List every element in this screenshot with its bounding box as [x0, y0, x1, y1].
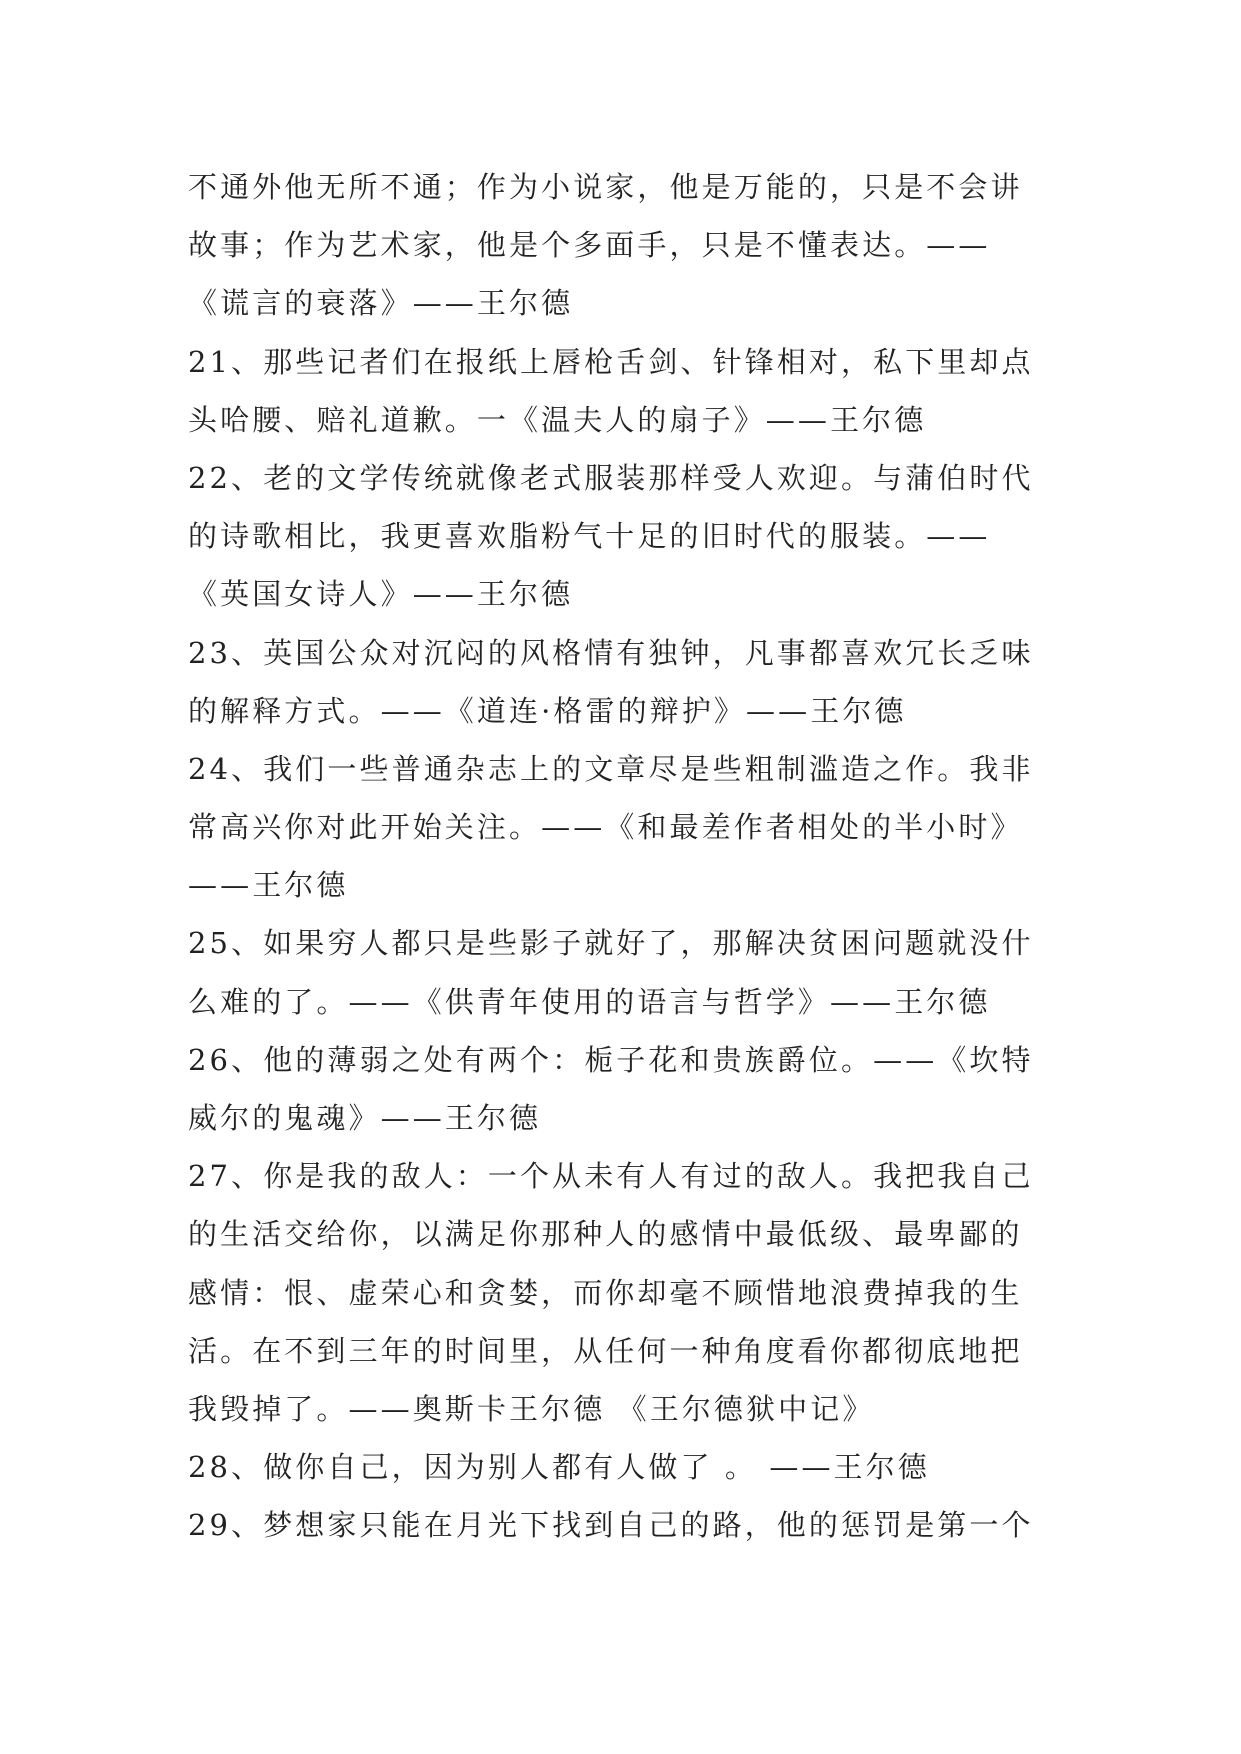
text-line: 我毁掉了。——奥斯卡王尔德 《王尔德狱中记》	[188, 1391, 875, 1426]
text-line: 27、你是我的敌人：一个从未有人有过的敌人。我把我自己	[188, 1159, 1034, 1194]
text-line: 的生活交给你，以满足你那种人的感情中最低级、最卑鄙的	[188, 1217, 1023, 1252]
text-line: 22、老的文学传统就像老式服装那样受人欢迎。与蒲伯时代	[188, 460, 1034, 495]
text-line: 21、那些记者们在报纸上唇枪舌剑、针锋相对，私下里却点	[188, 344, 1034, 379]
text-line: 24、我们一些普通杂志上的文章尽是些粗制滥造之作。我非	[188, 751, 1034, 786]
text-line: 头哈腰、赔礼道歉。一《温夫人的扇子》——王尔德	[188, 402, 927, 437]
text-line: 不通外他无所不通；作为小说家，他是万能的，只是不会讲	[188, 170, 1023, 204]
text-line: 的诗歌相比，我更喜欢脂粉气十足的旧时代的服装。——	[188, 519, 991, 554]
text-line: 么难的了。——《供青年使用的语言与哲学》——王尔德	[188, 984, 991, 1019]
text-line: 26、他的薄弱之处有两个：栀子花和贵族爵位。——《坎特	[188, 1042, 1034, 1077]
text-line: 25、如果穷人都只是些影子就好了，那解决贫困问题就没什	[188, 926, 1034, 961]
text-line: 活。在不到三年的时间里，从任何一种角度看你都彻底地把	[188, 1333, 1023, 1368]
text-line: 威尔的鬼魂》——王尔德	[188, 1101, 542, 1135]
text-line: ——王尔德	[188, 868, 349, 903]
text-line: 的解释方式。——《道连·格雷的辩护》——王尔德	[188, 693, 907, 728]
text-line: 《英国女诗人》——王尔德	[188, 577, 574, 612]
text-line: 23、英国公众对沉闷的风格情有独钟，凡事都喜欢冗长乏味	[188, 635, 1034, 670]
text-line: 故事；作为艺术家，他是个多面手，只是不懂表达。——	[188, 228, 991, 263]
text-line: 感情：恨、虚荣心和贪婪，而你却毫不顾惜地浪费掉我的生	[188, 1275, 1023, 1310]
text-line: 28、做你自己，因为别人都有人做了 。 ——王尔德	[188, 1450, 930, 1485]
text-line: 《谎言的衰落》——王尔德	[188, 286, 574, 321]
quote-text-block	[188, 158, 1088, 1555]
text-line: 29、梦想家只能在月光下找到自己的路，他的惩罚是第一个	[188, 1508, 1034, 1543]
text-line: 常高兴你对此开始关注。——《和最差作者相处的半小时》	[188, 810, 1023, 845]
